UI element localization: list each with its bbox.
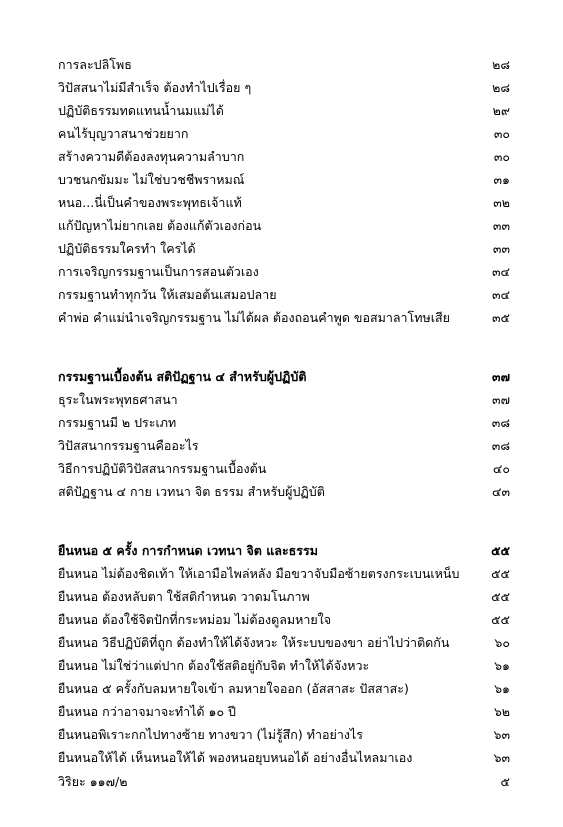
toc-entry	[58, 283, 510, 306]
heading-title: กรรมฐานเบื้องต้น สติปัฏฐาน ๔ สำหรับผู้ปฏิบัติ	[58, 369, 307, 384]
entry-page: ๓๘	[491, 438, 510, 453]
entry-title: ยืนหนอ วิธีปฏิบัติที่ถูก ต้องทำให้ได้จังหวะ ให้ระบบของขา อย่าไปว่าติดกัน	[58, 635, 450, 650]
entry-page: ๓๐	[493, 126, 510, 141]
entry-title: ธุระในพระพุทธศาสนา	[58, 392, 178, 407]
entry-title: สร้างความดีต้องลงทุนความลำบาก	[58, 149, 245, 164]
entry-title: ยืนหนอให้ได้ เห็นหนอให้ได้ พองหนอยุบหนอได้ อย่างอื่นไหลมาเอง	[58, 750, 413, 765]
toc-entry	[58, 306, 510, 329]
toc-entry	[58, 677, 510, 700]
toc-entry	[58, 260, 510, 283]
entry-title: ยืนหนอ กว่าอาจมาจะทำได้ ๑๐ ปี	[58, 704, 236, 719]
toc-section-2	[58, 365, 510, 503]
entry-page: ๕๕	[491, 612, 510, 627]
toc-section-3	[58, 539, 510, 769]
entry-title: สติปัฏฐาน ๔ กาย เวทนา จิต ธรรม สำหรับผู้ปฏิบัติ	[58, 484, 325, 499]
entry-title: หนอ...นี่เป็นคำของพระพุทธเจ้าแท้	[58, 195, 242, 210]
toc-entry	[58, 237, 510, 260]
entry-page: ๓๔	[491, 287, 510, 302]
entry-page: ๖๓	[493, 727, 510, 742]
entry-title: คำพ่อ คำแม่นำเจริญกรรมฐาน ไม่ได้ผล ต้องถอนคำพูด ขอสมาลาโทษเสีย	[58, 310, 450, 325]
entry-title: ยืนหนอ ๕ ครั้งกับลมหายใจเข้า ลมหายใจออก (อัสสาสะ ปัสสาสะ)	[58, 681, 409, 696]
section-spacer	[58, 329, 510, 365]
toc-entry	[58, 214, 510, 237]
entry-title: ปฏิบัติธรรมใครทำ ใครได้	[58, 241, 196, 256]
entry-page: ๓๗	[492, 392, 510, 407]
heading-page: ๓๗	[492, 369, 510, 384]
toc-entry	[58, 99, 510, 122]
entry-page: ๔๓	[491, 484, 510, 499]
page-footer	[58, 772, 510, 792]
heading-title: ยืนหนอ ๕ ครั้ง การกำหนด เวทนา จิต และธรรม	[58, 543, 318, 558]
toc-entry	[58, 480, 510, 503]
entry-title: กรรมฐานทำทุกวัน ให้เสมอต้นเสมอปลาย	[58, 287, 277, 302]
entry-title: ยืนหนอพิเราะกกไปทางซ้าย ทางขวา (ไม่รู้สึก) ทำอย่างไร	[58, 727, 363, 742]
entry-page: ๓๒	[493, 195, 510, 210]
toc-entry	[58, 457, 510, 480]
entry-title: ปฏิบัติธรรมทดแทนน้ำนมแม่ได้	[58, 103, 224, 118]
entry-title: การเจริญกรรมฐานเป็นการสอนตัวเอง	[58, 264, 259, 279]
toc-entry	[58, 723, 510, 746]
entry-page: ๓๕	[491, 310, 510, 325]
entry-page: ๖๒	[493, 704, 510, 719]
toc-entry	[58, 700, 510, 723]
entry-page: ๖๐	[494, 635, 510, 650]
toc-entry	[58, 746, 510, 769]
toc-entry	[58, 434, 510, 457]
toc-entry	[58, 122, 510, 145]
entry-title: การละปลิโพธ	[58, 57, 132, 72]
toc-entry	[58, 608, 510, 631]
entry-title: คนไร้บุญวาสนาช่วยยาก	[58, 126, 189, 141]
entry-page: ๓๓	[492, 241, 510, 256]
entry-title: ยืนหนอ ไม่ใช่ว่าแต่ปาก ต้องใช้สติอยู่กับจิต ทำให้ได้จังหวะ	[58, 658, 370, 673]
toc-entry	[58, 631, 510, 654]
toc-entry	[58, 191, 510, 214]
toc-entry	[58, 654, 510, 677]
entry-page: ๖๑	[494, 681, 510, 696]
entry-page: ๖๓	[493, 750, 510, 765]
entry-title: ยืนหนอ ต้องใช้จิตปักที่กระหม่อม ไม่ต้องดูลมหายใจ	[58, 612, 332, 627]
entry-page: ๓๓	[492, 218, 510, 233]
heading-page: ๕๕	[491, 543, 510, 558]
toc-entry	[58, 411, 510, 434]
entry-title: บวชนกขัมมะ ไม่ใช่บวชชีพราหมณ์	[58, 172, 245, 187]
entry-page: ๓๐	[493, 149, 510, 164]
entry-page: ๒๘	[492, 80, 510, 95]
section-spacer	[58, 503, 510, 539]
entry-page: ๓๑	[493, 172, 510, 187]
page-number: ๕	[500, 774, 510, 789]
section-heading	[58, 539, 510, 562]
entry-page: ๖๑	[494, 658, 510, 673]
entry-page: ๓๔	[491, 264, 510, 279]
toc-entry	[58, 168, 510, 191]
section-heading	[58, 365, 510, 388]
toc-entry	[58, 145, 510, 168]
entry-page: ๒๙	[492, 103, 510, 118]
entry-page: ๔๐	[492, 461, 510, 476]
entry-page: ๕๕	[491, 589, 510, 604]
entry-page: ๓๘	[491, 415, 510, 430]
entry-title: แก้ปัญหาไม่ยากเลย ต้องแก้ตัวเองก่อน	[58, 218, 262, 233]
entry-title: ยืนหนอ ต้องหลับตา ใช้สติกำหนด วาดมโนภาพ	[58, 589, 310, 604]
entry-title: วิธีการปฏิบัติวิปัสสนากรรมฐานเบื้องต้น	[58, 461, 267, 476]
toc-entry	[58, 388, 510, 411]
toc-section-1	[58, 53, 510, 329]
toc-entry	[58, 76, 510, 99]
toc-entry	[58, 562, 510, 585]
toc-entry	[58, 585, 510, 608]
entry-title: กรรมฐานมี ๒ ประเภท	[58, 415, 177, 430]
toc-entry	[58, 53, 510, 76]
entry-title: วิปัสสนากรรมฐานคืออะไร	[58, 438, 199, 453]
entry-title: วิปัสสนาไม่มีสำเร็จ ต้องทำไปเรื่อย ๆ	[58, 80, 252, 95]
entry-title: ยืนหนอ ไม่ต้องชิดเท้า ให้เอามือไพล่หลัง มือขวาจับมือซ้ายตรงกระเบนเหน็บ	[58, 566, 460, 581]
entry-page: ๕๕	[491, 566, 510, 581]
footer-book-title: วิริยะ ๑๑๗/๒	[58, 774, 128, 789]
entry-page: ๒๘	[492, 57, 510, 72]
table-of-contents	[58, 53, 510, 769]
